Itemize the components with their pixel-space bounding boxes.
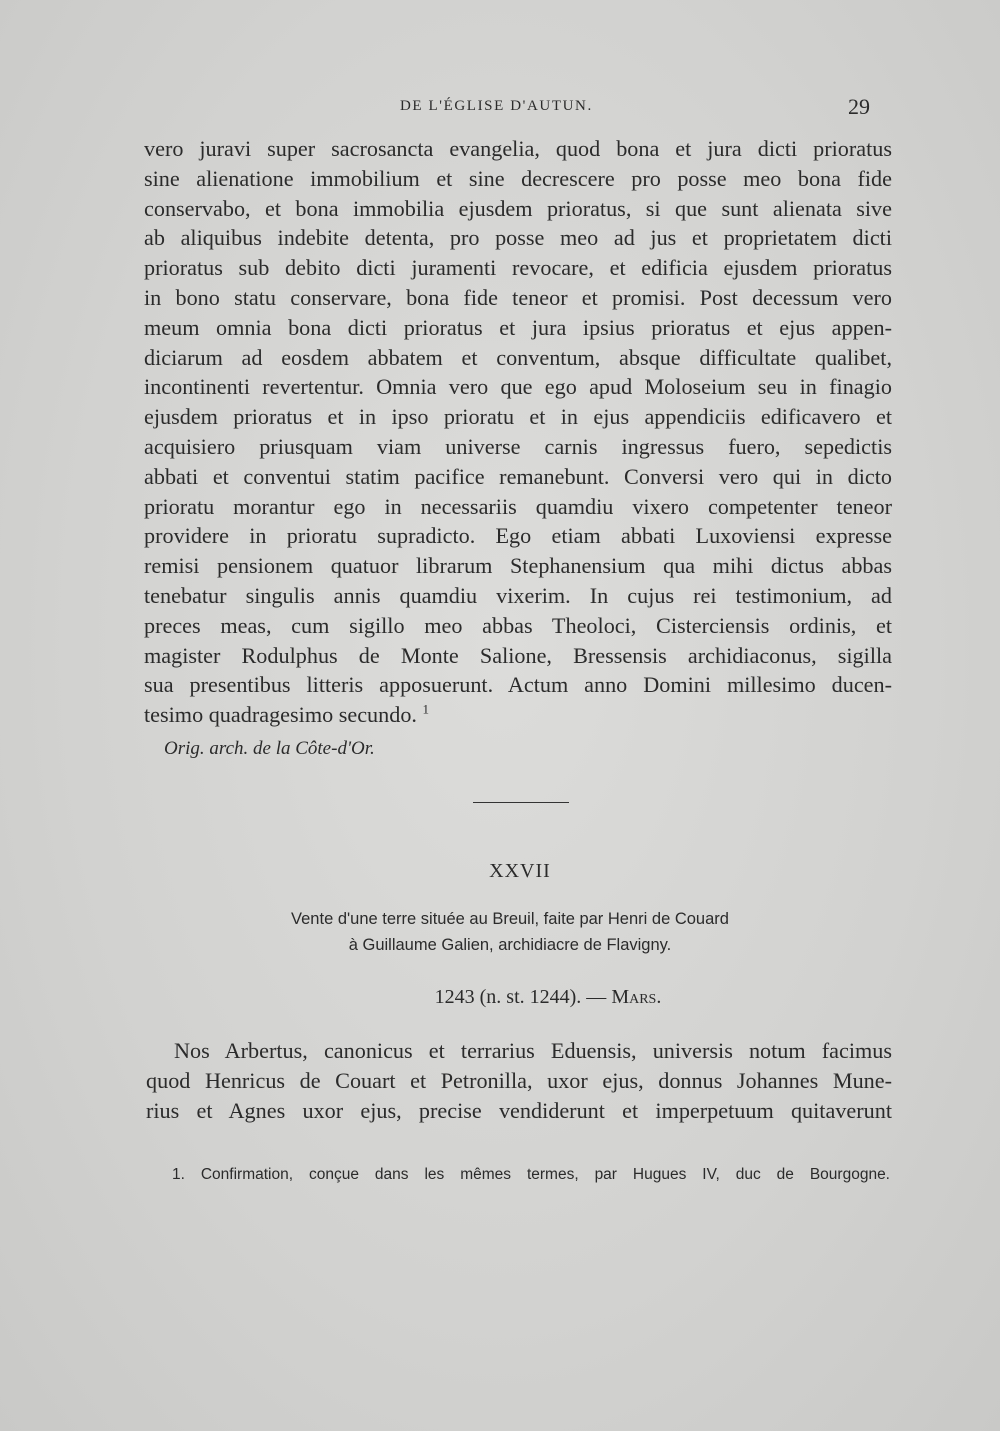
text-line: prioratu morantur ego in necessariis quamdiu vixero competenter teneor [144, 493, 892, 519]
text-line: magister Rodulphus de Monte Salione, Bressensis archidiaconus, sigilla [144, 642, 892, 668]
summary-line: Vente d'une terre située au Breuil, faite par Henri de Couard [291, 910, 729, 928]
text-line: quod Henricus de Couart et Petronilla, uxor ejus, donnus Johannes Mune- [146, 1068, 892, 1093]
footnote: 1. Confirmation, conçue dans les mêmes termes, par Hugues IV, duc de Bourgogne. [172, 1166, 890, 1183]
text-line: abbati et conventui statim pacifice remanebunt. Conversi vero qui in dicto [144, 463, 892, 489]
text-line: ejusdem prioratus et in ipso prioratu et in ejus appendiciis edificavero et [144, 404, 892, 430]
text-line: rius et Agnes uxor ejus, precise vendiderunt et imperpetuum quitaverunt [146, 1098, 892, 1123]
document-number: XXVII [489, 860, 551, 882]
text-line: vero juravi super sacrosancta evangelia, quod bona et jura dicti prioratus [144, 136, 892, 161]
text-line: diciarum ad eosdem abbatem et conventum, absque difficultate qualibet, [144, 344, 892, 370]
footnote-marker[interactable]: 1 [422, 701, 430, 717]
text-line-last [144, 700, 892, 730]
document-summary [0, 906, 1000, 958]
text-line: in bono statu conservare, bona fide teneor et promisi. Post decessum vero [144, 284, 892, 310]
source-note: Orig. arch. de la Côte-d'Or. [164, 738, 375, 759]
page-number: 29 [848, 94, 870, 119]
text-line: sua presentibus litteris apposuerunt. Actum anno Domini millesimo ducen- [144, 672, 892, 698]
text-line: incontinenti revertentur. Omnia vero que ego apud Moloseium seu in finagio [144, 374, 892, 400]
charter-text [146, 1036, 892, 1126]
text-line: Nos Arbertus, canonicus et terrarius Eduensis, universis notum facimus [174, 1038, 892, 1063]
text-line: sine alienatione immobilium et sine decrescere pro posse meo bona fide [144, 165, 892, 191]
summary-line: à Guillaume Galien, archidiacre de Flavigny. [348, 936, 672, 954]
last-line-text: tesimo quadragesimo secundo. [144, 702, 417, 728]
text-line: meum omnia bona dicti prioratus et jura ipsius prioratus et ejus appen- [144, 314, 892, 340]
text-line: acquisiero priusquam viam universe carnis ingressus fuero, sepedictis [144, 433, 892, 459]
text-line: tenebatur singulis annis quamdiu vixerim. In cujus rei testimonium, ad [144, 582, 892, 608]
text-line: preces meas, cum sigillo meo abbas Theoloci, Cisterciensis ordinis, et [144, 612, 892, 638]
text-line: remisi pensionem quatuor librarum Stephanensium qua mihi dictus abbas [144, 553, 892, 579]
running-head: DE L'ÉGLISE D'AUTUN. [400, 98, 593, 114]
text-line: conservabo, et bona immobilia ejusdem prioratus, si que sunt alienata sive [144, 195, 892, 221]
date-text: 1243 (n. st. 1244). — [434, 986, 607, 1008]
text-line: providere in prioratu supradicto. Ego etiam abbati Luxoviensi expresse [144, 523, 892, 549]
document-date [0, 986, 1000, 1009]
date-month: Mars. [611, 986, 662, 1008]
continued-charter-text [144, 134, 892, 730]
text-line: ab aliquibus indebite detenta, pro posse meo ad jus et proprietatem dicti [144, 225, 892, 251]
section-divider [473, 802, 569, 803]
text-line: prioratus sub debito dicti juramenti revocare, et edificia ejusdem prioratus [144, 255, 892, 281]
